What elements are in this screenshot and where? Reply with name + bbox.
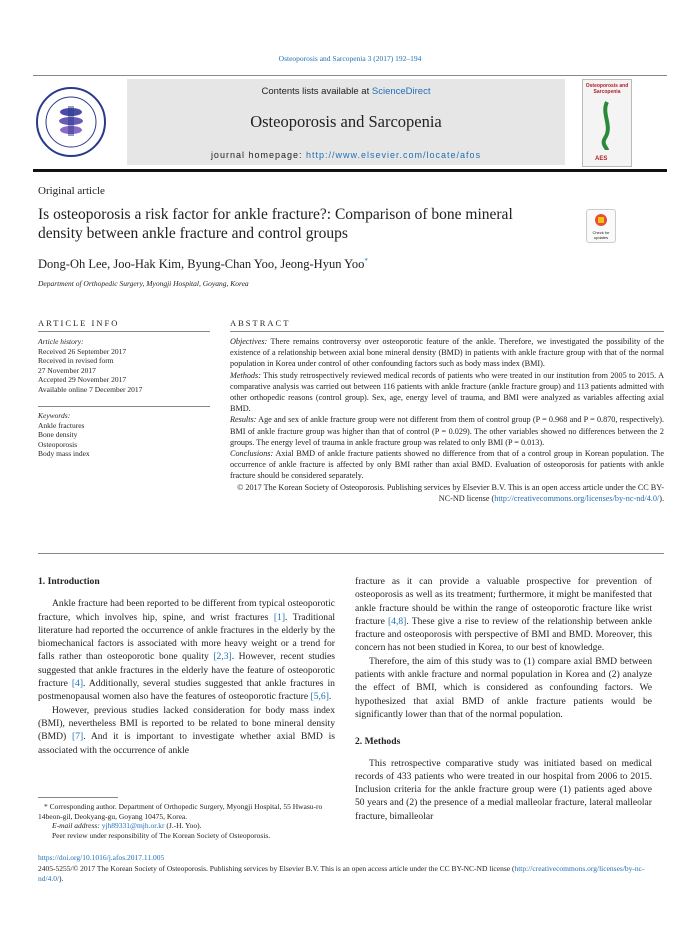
check-for-updates-button[interactable] xyxy=(586,209,616,243)
abstract-copyright xyxy=(230,482,664,504)
history-item: Received 26 September 2017 xyxy=(38,346,127,356)
license-link[interactable]: http://creativecommons.org/licenses/by-nc-nd/4.0/ xyxy=(494,493,660,503)
doi-link[interactable]: https://doi.org/10.1016/j.afos.2017.11.005 xyxy=(38,853,165,862)
text-run: fracture as it can provide a valuable prospective for prevention of osteoporosis as well as its treatment; furthermore, it might be manifested that ankle fracture should be within the range of osteoporotic fracture like wrist fracture xyxy=(355,576,652,627)
keywords-label: Keywords: xyxy=(38,411,71,420)
issn-license-link[interactable]: http://creativecommons.org/licenses/by-nc-nd/4.0/ xyxy=(38,864,645,883)
text-run: Ankle fracture had been reported to be different from typical osteoporotic fracture, which involves hip, spine, and wrist fractures xyxy=(38,598,335,623)
text-run: However, previous studies lacked consideration for body mass index (BMI), nevertheless BMI is reported to be related to bone mineral density (BMD) xyxy=(38,704,335,743)
text-run: . Additionally, several studies suggested that ankle fractures in postmenopausal women also have the features of osteoporotic fracture xyxy=(38,678,335,703)
intro-paragraph-2 xyxy=(38,704,335,757)
corresponding-author-note: * Corresponding author. Department of Orthopedic Surgery, Myongji Hospital, 55 Hwasu-ro 14beon-gil, Deokyang-gu, Goyang 10475, Korea. xyxy=(38,802,323,821)
article-title: Is osteoporosis a risk factor for ankle fracture?: Comparison of bone mineral density between ankle fracture and control groups xyxy=(38,206,513,242)
citation-link[interactable]: [5,6] xyxy=(310,691,329,703)
email-link[interactable]: yjh89331@mjh.or.kr xyxy=(101,821,165,831)
history-item: 27 November 2017 xyxy=(38,365,96,375)
text-run: . Traditional literature had reported the occurrence of ankle fractures in the elderly by the biomechanical factors is associated with more heavy weight or a trend for falls rather than osteoporotic bone quality xyxy=(38,611,335,663)
authors-text: Dong-Oh Lee, Joo-Hak Kim, Byung-Chan Yoo, Jeong-Hyun Yoo xyxy=(38,257,365,272)
history-item: Available online 7 December 2017 xyxy=(38,384,143,394)
abstract-heading: ABSTRACT xyxy=(230,318,291,328)
homepage-prefix: journal homepage: xyxy=(210,150,306,160)
copyright-end: ). xyxy=(659,493,664,503)
journal-cover-image xyxy=(582,79,632,167)
abstract-objectives xyxy=(230,336,664,370)
text-run: . xyxy=(328,691,332,703)
cover-title: Osteoporosis and Sarcopenia xyxy=(585,83,629,95)
keyword-item: Bone density xyxy=(38,430,78,440)
contents-line xyxy=(127,86,565,97)
article-type: Original article xyxy=(38,185,105,197)
author-list xyxy=(38,257,368,272)
right-column xyxy=(355,575,652,823)
keywords xyxy=(38,411,210,459)
journal-homepage xyxy=(127,150,565,160)
citation-link[interactable]: [4] xyxy=(71,678,84,690)
issn-text: 2405-5255/© 2017 The Korean Society of Osteoporosis. Publishing services by Elsevier B.V. This is an open access article under the CC BY-NC-ND license ( xyxy=(38,864,515,873)
objectives-text: There remains controversy over osteoporotic feature of the ankle. Therefore, we investigated the possibility of the existence of a relationship between axial bone mineral density (BMD) in patients with ankle fracture group with that of the normal population in Korea under control of other confounding factors such as body mass index (BMI). xyxy=(230,337,664,369)
citation-link[interactable]: [7] xyxy=(72,731,84,743)
introduction-heading: 1. Introduction xyxy=(38,576,100,587)
right-paragraph-1 xyxy=(355,575,652,655)
journal-title: Osteoporosis and Sarcopenia xyxy=(250,112,442,131)
email-suffix: (J.-H. Yoo). xyxy=(164,821,202,831)
article-history xyxy=(38,337,210,395)
right-paragraph-2: Therefore, the aim of this study was to (1) compare axial BMD between patients with ankle fracture and normal population in Korea and (2) analyze the effect of BMI, which is considered as confounding factors. We hypothesized that axial BMD of ankle fracture patients would be significantly lower than that of the normal population. xyxy=(355,655,652,720)
issn-line xyxy=(38,864,664,883)
left-column xyxy=(38,575,335,757)
methods-heading: 2. Methods xyxy=(355,736,401,748)
history-item: Accepted 29 November 2017 xyxy=(38,375,127,385)
abstract-results xyxy=(230,414,664,448)
abstract-body xyxy=(230,336,664,504)
cover-badge: AES xyxy=(595,156,608,162)
text-run: . And it is important to investigate whether axial BMD is associated with the occurrence of ankle xyxy=(38,731,335,756)
text-run: . However, recent studies suggested that ankle fractures in the elderly have the feature of osteoporotic fracture xyxy=(38,651,335,690)
keywords-rule xyxy=(38,406,210,407)
peer-review-note: Peer review under responsibility of The Korean Society of Osteoporosis. xyxy=(52,830,271,840)
keyword-item: Ankle fractures xyxy=(38,420,85,430)
copyright-text: © 2017 The Korean Society of Osteoporosis. Publishing services by Elsevier B.V. This is an open access article under the CC BY-NC-ND license ( xyxy=(237,482,664,503)
footnote xyxy=(38,802,335,840)
check-updates-icon xyxy=(594,213,608,227)
homepage-link[interactable]: http://www.elsevier.com/locate/afos xyxy=(306,150,482,160)
methods-text: This study retrospectively reviewed medical records of patients who were treated in our institution from 2005 to 2015. A comparative analysis was carried out between 116 patients with ankle fracture (ankle fracture group) and 113 patients admitted with other orthopedic reasons (control group). Sex, age, energy level of trauma, and BMI were analyzed as variables affecting axial BMD. xyxy=(230,370,664,414)
intro-paragraph-1 xyxy=(38,597,335,703)
article-info-heading: ARTICLE INFO xyxy=(38,318,120,328)
contents-prefix: Contents lists available at xyxy=(261,86,372,97)
article-info-rule xyxy=(38,331,210,332)
history-label: Article history: xyxy=(38,337,84,346)
keyword-item: Osteoporosis xyxy=(38,439,78,449)
history-item: Received in revised form xyxy=(38,356,114,366)
email-label: E-mail address: xyxy=(52,821,102,831)
methods-label: Methods: xyxy=(230,370,261,380)
email-line xyxy=(38,821,335,831)
society-logo xyxy=(35,86,107,158)
abstract-rule xyxy=(230,331,664,332)
citation-link[interactable]: [1] xyxy=(273,611,286,623)
check-updates-label: Check for updates xyxy=(592,230,610,240)
sciencedirect-link[interactable]: ScienceDirect xyxy=(371,86,431,97)
results-text: Age and sex of ankle fracture group were not different from them of control group (P = 0.968 and P = 0.870, respectively). BMI of ankle fracture group was higher than that of control (P = 0.029). The other variables showed no differences between the 2 groups. The energy level of trauma in ankle fracture group was related to only BMI (P = 0.013). xyxy=(230,415,664,447)
header-bottom-rule xyxy=(33,169,667,172)
text-run: . These give a rise to review of the relationship between ankle fracture and osteoporosis with perspective of BMI and BMD. Moreover, this concern has not been studied in Korea, to our best of knowledge. xyxy=(355,615,652,654)
keyword-item: Body mass index xyxy=(38,449,90,459)
abstract-bottom-rule xyxy=(38,553,664,554)
footnote-rule xyxy=(38,797,118,798)
abstract-methods xyxy=(230,370,664,415)
corresponding-author-mark[interactable]: * xyxy=(364,257,368,265)
results-label: Results: xyxy=(230,415,257,425)
objectives-label: Objectives: xyxy=(230,337,268,346)
citation-link[interactable]: [2,3] xyxy=(213,651,232,663)
citation-link[interactable]: [4,8] xyxy=(387,615,407,627)
abstract-conclusions xyxy=(230,448,664,482)
issn-end: ). xyxy=(59,873,64,883)
conclusions-text: Axial BMD of ankle fracture patients showed no difference from that of a control group in Korean population. The occurrence of ankle fracture is affected by only BMI rather than axial BMD. Evaluation of osteoporosis for patients with ankle fracture should be considered separately. xyxy=(230,449,664,481)
affiliation: Department of Orthopedic Surgery, Myongji Hospital, Goyang, Korea xyxy=(38,279,249,288)
cover-spine-graphic xyxy=(593,100,621,152)
header-top-rule xyxy=(33,75,667,76)
conclusions-label: Conclusions: xyxy=(230,449,274,459)
journal-reference[interactable]: Osteoporosis and Sarcopenia 3 (2017) 192–194 xyxy=(278,54,422,63)
methods-paragraph-1: This retrospective comparative study was initiated based on medical records of 433 patients who were treated in our hospital from 2006 to 2015. Inclusion criteria for the ankle fracture group were (1) patients aged above 50 years and (2) the presence of a medial malleolar fracture, lateral malleolar fracture, bimalleolar xyxy=(355,757,652,822)
